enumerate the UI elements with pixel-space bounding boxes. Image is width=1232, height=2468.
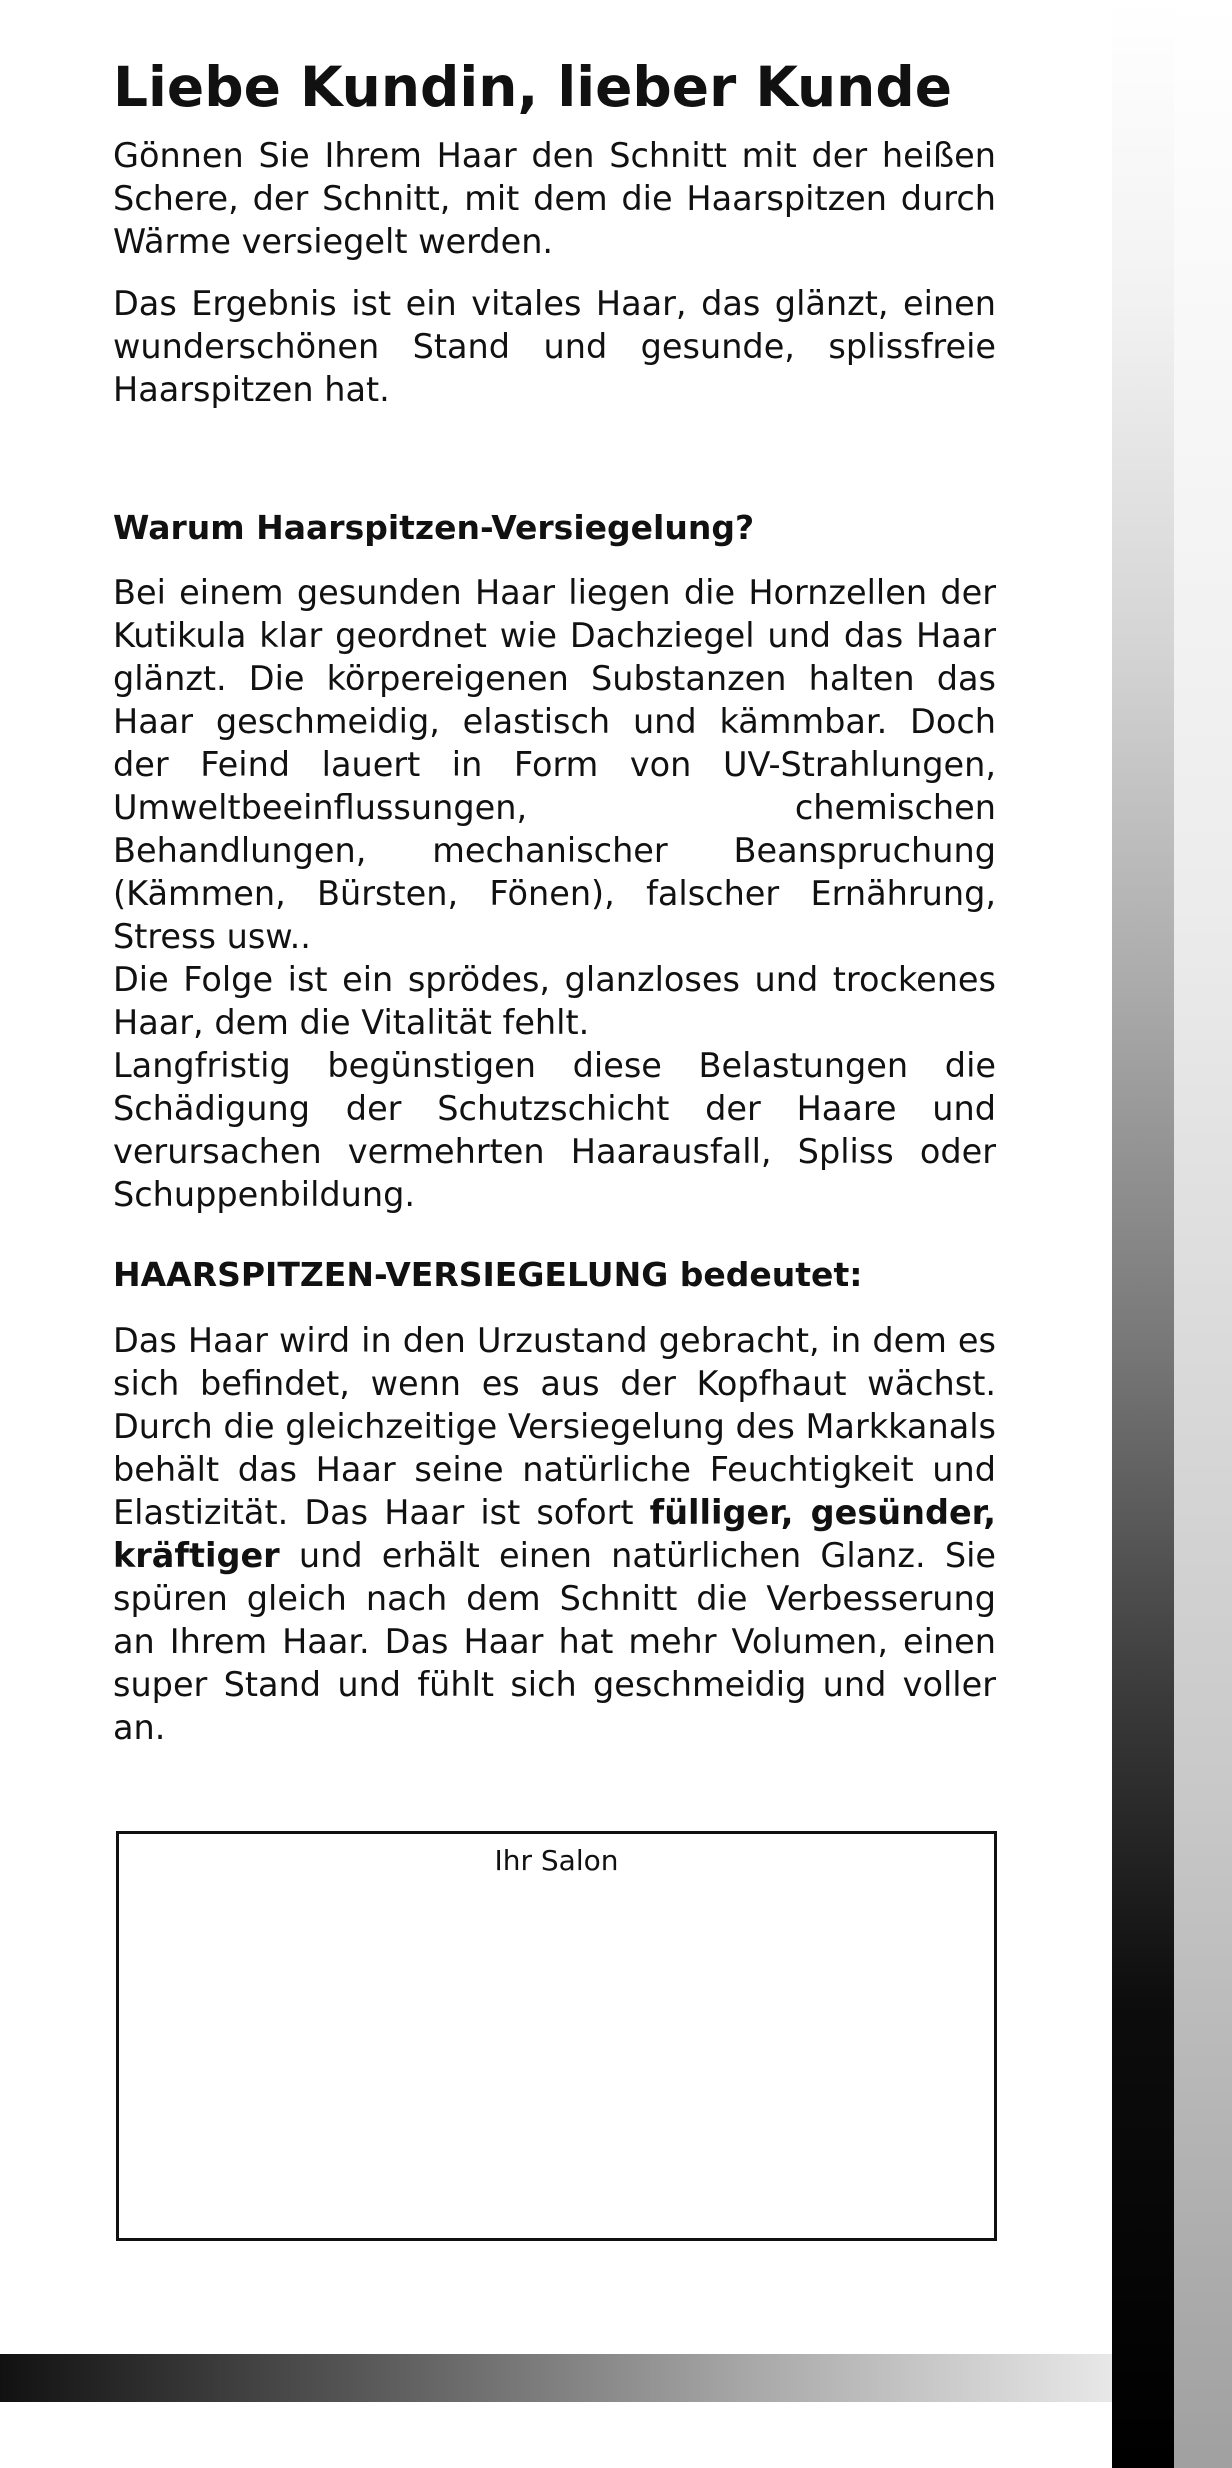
right-edge-gradient-strip [1174, 0, 1232, 2468]
why-paragraph-2: Die Folge ist ein sprödes, glanzloses und trockenes Haar, dem die Vitalität fehlt. [113, 960, 996, 1042]
means-text-after: und erhält einen natürlichen Glanz. Sie spüren gleich nach dem Schnitt die Verbesserung an Ihrem Haar. Das Haar hat mehr Volumen, einen super Stand und fühlt sich geschmeidig und voller an. [113, 1536, 996, 1747]
why-paragraph-3: Langfristig begünstigen diese Belastungen die Schädigung der Schutzschicht der Haare und verursachen vermehrten Haarausfall, Spliss oder Schuppenbildung. [113, 1046, 996, 1214]
means-text-before: Das Haar wird in den Urzustand gebracht, in dem es sich befindet, wenn es aus der Kopfhaut wächst. Durch die gleichzeitige Versiegelung des Markkanals behält das Haar seine natürliche Feuchtigkeit und Elastizität. Das Haar ist sofort [113, 1321, 996, 1532]
salon-label: Ihr Salon [494, 1844, 619, 1877]
why-section-body [113, 571, 996, 1216]
why-paragraph-1: Bei einem gesunden Haar liegen die Hornzellen der Kutikula klar geordnet wie Dachziegel und das Haar glänzt. Die körpereigenen Substanzen halten das Haar geschmeidig, elastisch und kämmbar. Doch der Feind lauert in Form von UV-Strahlungen, Umweltbeeinflussungen, chemischen Behandlungen, mechanischer Beanspruchung (Kämmen, Bürsten, Fönen), falscher Ernährung, Stress usw.. [113, 573, 996, 956]
bottom-decorative-gradient-band [0, 2354, 1112, 2402]
salon-stamp-box [116, 1831, 997, 2241]
page-title: Liebe Kundin, lieber Kunde [113, 55, 952, 119]
intro-paragraph-1: Gönnen Sie Ihrem Haar den Schnitt mit der heißen Schere, der Schnitt, mit dem die Haarspitzen durch Wärme versiegelt werden. [113, 136, 996, 261]
intro-paragraph-2: Das Ergebnis ist ein vitales Haar, das glänzt, einen wunderschönen Stand und gesunde, splissfreie Haarspitzen hat. [113, 284, 996, 409]
means-bold-highlight: fülliger, gesünder, kräftiger [113, 1493, 997, 1575]
means-paragraph [113, 1319, 996, 1749]
why-section-title: Warum Haarspitzen-Versiegelung? [113, 508, 755, 547]
flyer-content [113, 50, 996, 1749]
means-section-title: HAARSPITZEN-VERSIEGELUNG bedeutet: [113, 1255, 863, 1294]
